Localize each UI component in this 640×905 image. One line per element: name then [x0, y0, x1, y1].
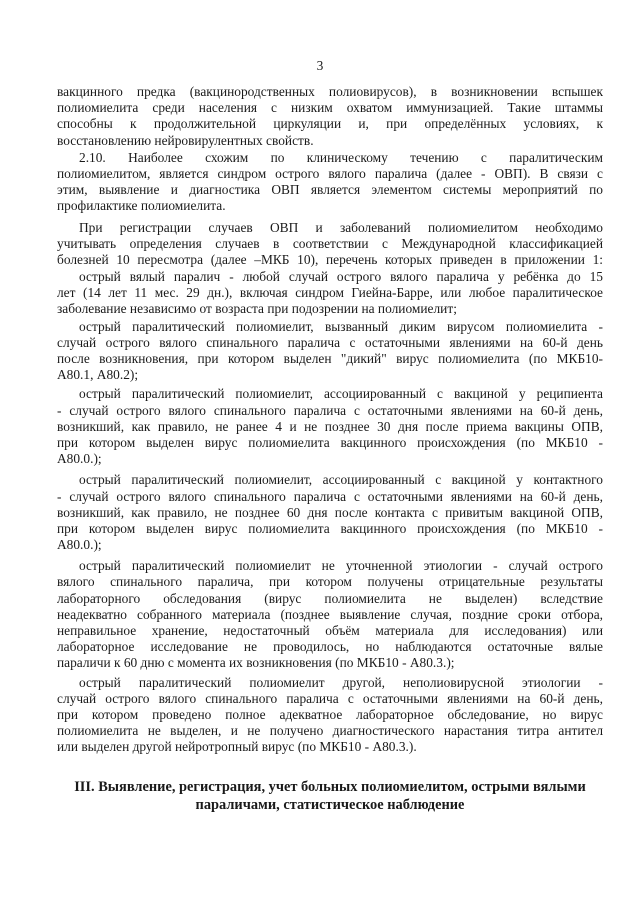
page-number: 3 [316, 58, 324, 73]
text-line: острый паралитический полиомиелит, вызванный диким вирусом полиомиелита - [79, 318, 603, 334]
text-line: или выделен другой нейротропный вирус (по МКБ10 - А80.3.). [57, 739, 417, 755]
text-line: болезней 10 пересмотра (далее –МКБ 10), перечень которых приведен в приложении 1: [57, 251, 603, 267]
definition-other-etiology-polio [57, 675, 603, 756]
text-line: полиомиелита среди населения с низким охватом иммунизацией. Такие штаммы [57, 100, 603, 116]
text-line: этим, выявление и диагностика ОВП является элементом системы мероприятий по [57, 182, 603, 198]
definition-wild-virus-polio [57, 319, 603, 384]
text-line: острый паралитический полиомиелит другой, неполиовирусной этиологии - [79, 674, 603, 690]
text-line: острый вялый паралич - любой случай острого вялого паралича у ребёнка до 15 [79, 269, 603, 285]
text-line: при котором выделен вирус полиомиелита вакцинного происхождения (по МКБ10 - [57, 520, 603, 536]
section-heading-line: параличами, статистическое наблюдение [195, 796, 465, 813]
text-line: лабораторное исследование не проводилось, но наблюдаются остаточные вялые [57, 639, 603, 655]
text-line: острый паралитический полиомиелит, ассоциированный с вакциной у контактного [79, 472, 603, 488]
text-line: после возникновения, при котором выделен "дикий" вирус полиомиелита (по МКБ10- [57, 351, 603, 366]
text-line: А80.0.); [57, 537, 102, 553]
paragraph-clause-2-10 [57, 150, 603, 215]
text-line: острый паралитический полиомиелит, ассоциированный с вакциной у реципиента [79, 386, 603, 402]
text-line: А80.0.); [57, 451, 102, 467]
text-line: полиомиелита не выделен, и не получено диагностического нарастания титра антител [57, 723, 603, 739]
definition-vaccine-contact-polio [57, 472, 603, 553]
text-line: 2.10. Наиболее схожим по клиническому течению с паралитическим [79, 149, 603, 165]
text-line: полиомиелитом, является синдром острого вялого паралича (далее - ОВП). В связи с [57, 165, 603, 181]
section-heading [57, 778, 603, 814]
text-line: заболевание независимо от возраста при подозрении на полиомиелит; [57, 301, 457, 317]
text-line: профилактике полиомиелита. [57, 198, 226, 214]
text-line: лабораторного обследования (вирус полиомиелита не выделен) вследствие [57, 590, 603, 606]
text-line: неадекватно собранного материала (позднее выявление случая, поздние сроки отбора, [57, 606, 603, 622]
definition-unspecified-etiology-polio [57, 558, 603, 671]
paragraph-registration-intro [57, 220, 603, 269]
text-line: вялого спинального паралича, при котором получены отрицательные результаты [57, 574, 603, 590]
text-line: при котором проведено полное адекватное лабораторное обследование, но вирус [57, 706, 603, 722]
text-line: случай острого вялого спинального паралича с остаточными явлениями на 60-й день [57, 334, 603, 350]
text-line: способны к продолжительной циркуляции и, при определённых условиях, к [57, 116, 603, 132]
text-line: при котором выделен вирус полиомиелита вакцинного происхождения (по МКБ10 - [57, 434, 603, 450]
text-line: восстановлению нейровирулентных свойств. [57, 132, 314, 148]
text-line: неправильное хранение, недостаточный объём материала для исследования) или [57, 623, 603, 638]
text-line: вакцинного предка (вакцинородственных полиовирусов), в возникновении вспышек [57, 84, 603, 99]
text-line: параличи к 60 дню с момента их возникновения (по МКБ10 - А80.3.); [57, 655, 455, 671]
text-line: - случай острого вялого спинального паралича с остаточными явлениями на 60-й день, [57, 402, 603, 418]
definition-vaccine-recipient-polio [57, 386, 603, 467]
definition-acute-flaccid-paralysis [57, 269, 603, 318]
text-line: острый паралитический полиомиелит не уточненной этиологии - случай острого [79, 558, 603, 574]
text-line: возникший, как правило, не ранее 4 и не позднее 30 дня после приема вакцины ОПВ, [57, 418, 603, 434]
text-line: учитывать определения случаев в соответствии с Международной классификацией [57, 235, 603, 251]
text-line: - случай острого вялого спинального паралича с остаточными явлениями на 60-й день, [57, 488, 603, 504]
section-heading-line: III. Выявление, регистрация, учет больных полиомиелитом, острыми вялыми [74, 778, 586, 795]
text-line: лет (14 лет 11 мес. 29 дн.), включая синдром Гиейна-Барре, или любое паралитическое [57, 285, 603, 301]
text-line: случай острого вялого спинального паралича с остаточными явлениями на 60-й день, [57, 690, 603, 706]
text-line: А80.1, А80.2); [57, 367, 139, 383]
text-line: При регистрации случаев ОВП и заболеваний полиомиелитом необходимо [79, 219, 603, 235]
text-line: возникший, как правило, не позднее 60 дня после контакта с привитым вакциной ОПВ, [57, 504, 603, 520]
paragraph-continuation [57, 84, 603, 149]
document-body [57, 84, 603, 814]
